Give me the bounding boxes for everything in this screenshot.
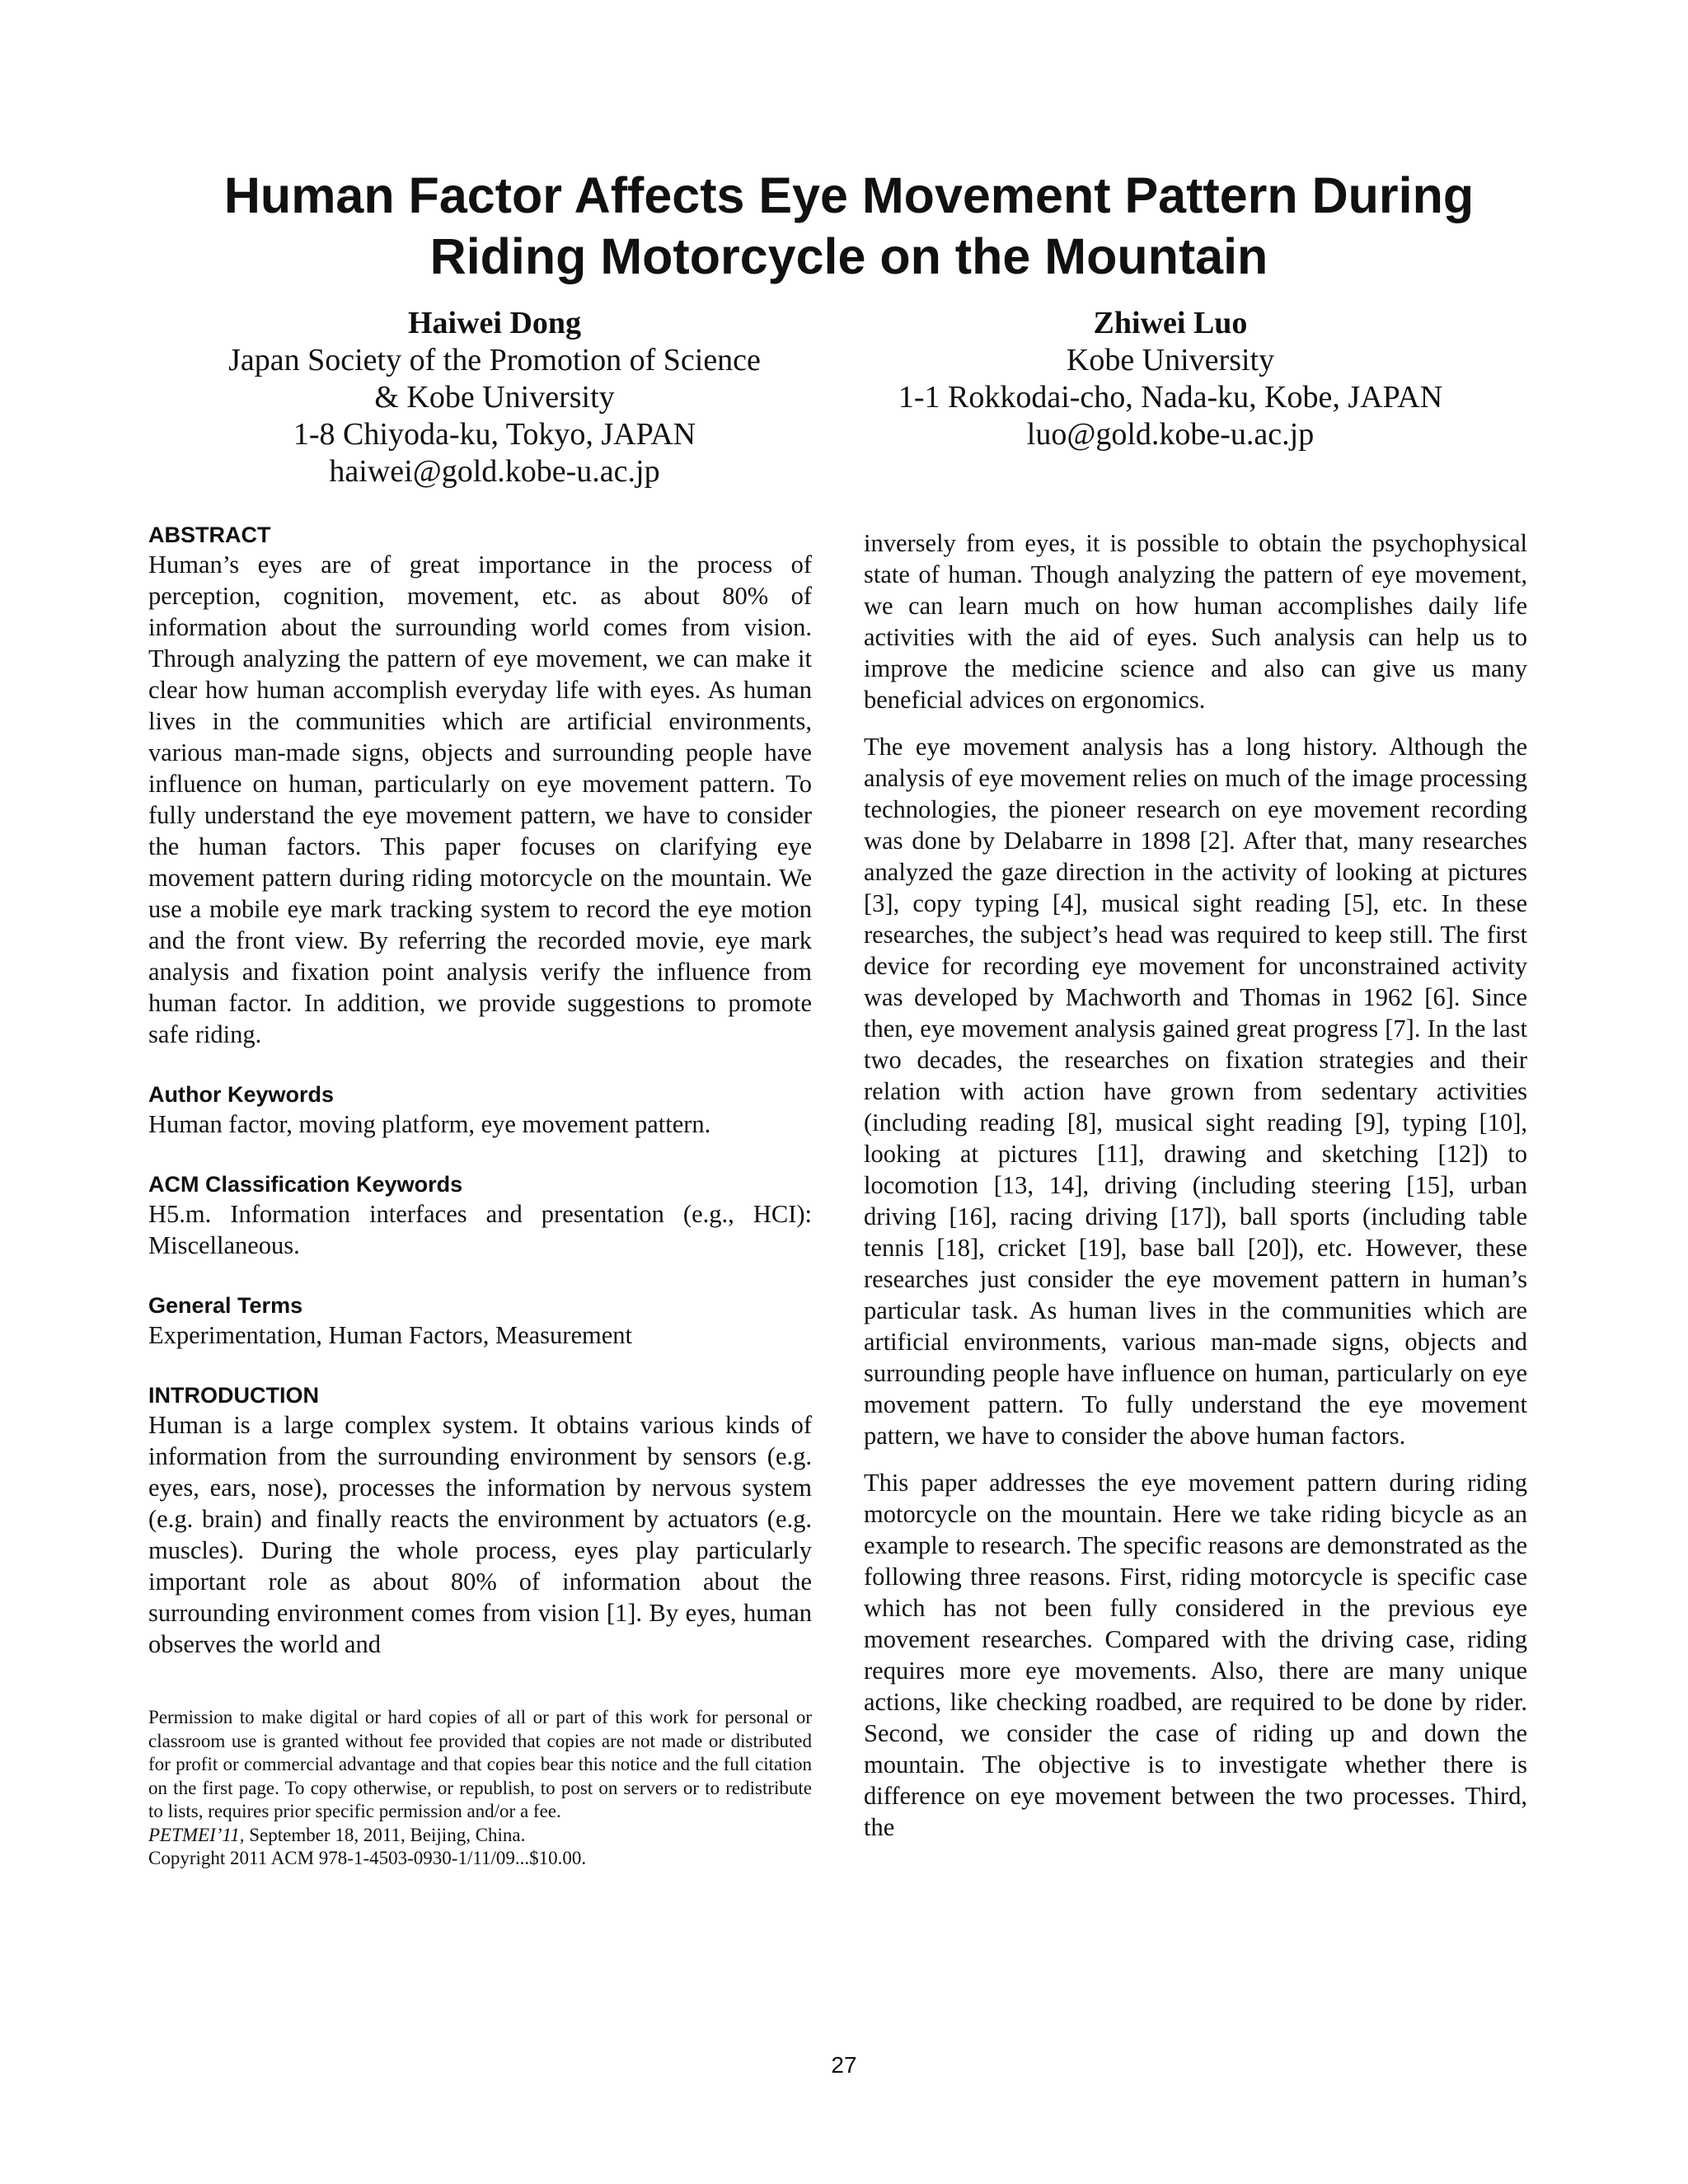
introduction-text-right-1: inversely from eyes, it is possible to obtain the psychophysical state of human. Though analyzing the pattern of eye movement, we can learn much on how human accomplishes daily life activities with the aid of eyes. Such analysis can help us to improve the medicine science and also can give us many beneficial advices on ergonomics. <box>864 529 1527 714</box>
author-affiliation: Kobe University <box>1066 343 1275 377</box>
introduction-heading: INTRODUCTION <box>148 1383 319 1408</box>
general-terms-text: Experimentation, Human Factors, Measurement <box>148 1321 632 1349</box>
title-line-2: Riding Motorcycle on the Mountain <box>429 228 1268 284</box>
conference-name: PETMEI’11, <box>148 1824 245 1845</box>
author-name: Haiwei Dong <box>407 306 582 340</box>
paper-title <box>148 165 1550 287</box>
author-affiliation: & Kobe University <box>374 380 615 415</box>
author-keywords-heading: Author Keywords <box>148 1082 335 1107</box>
copyright-notice <box>148 1706 812 1871</box>
abstract-heading: ABSTRACT <box>148 523 271 547</box>
title-line-1: Human Factor Affects Eye Movement Pattern During <box>223 167 1475 223</box>
introduction-text-right-3: This paper addresses the eye movement pattern during riding motorcycle on the mountain. Here we take riding bicycle as an example to research. The specific reasons are demonstrated as the following three reasons. First, riding motorcycle is specific case which has not been fully considered in the previous eye movement researches. Compared with the driving case, riding requires more eye movements. Also, there are many unique actions, like checking roadbed, are required to be done by rider. Second, we consider the case of riding up and down the mountain. The objective is to investigate whether there is difference on eye movement between the two processes. Third, the <box>864 1469 1527 1841</box>
conference-line <box>148 1824 812 1848</box>
introduction-text-left: Human is a large complex system. It obtains various kinds of information from the surrounding environment by sensors (e.g. eyes, ears, nose), processes the information by nervous system (e.g. brain) and finally reacts the environment by actuators (e.g. muscles). During the whole process, eyes play particularly important role as about 80% of information about the surrounding environment comes from vision [1]. By eyes, human observes the world and <box>148 1411 812 1658</box>
author-name: Zhiwei Luo <box>1093 306 1248 340</box>
author-address: 1-1 Rokkodai-cho, Nada-ku, Kobe, JAPAN <box>898 380 1443 415</box>
permission-text: Permission to make digital or hard copies of all or part of this work for personal or classroom use is granted without fee provided that copies are not made or distributed for profit or commercial advantage and that copies bear this notice and the full citation on the first page. To copy otherwise, or republish, to post on servers or to redistribute to lists, requires prior specific permission and/or a fee. <box>148 1707 812 1821</box>
acm-keywords-text: H5.m. Information interfaces and presentation (e.g., HCI): Miscellaneous. <box>148 1200 812 1259</box>
author-keywords-text: Human factor, moving platform, eye movement pattern. <box>148 1110 711 1138</box>
general-terms-heading: General Terms <box>148 1293 303 1318</box>
page-number: 27 <box>831 2052 857 2078</box>
right-column <box>864 527 1527 1843</box>
author-block-2 <box>857 305 1484 453</box>
copyright-line: Copyright 2011 ACM 978-1-4503-0930-1/11/09...$10.00. <box>148 1848 587 1868</box>
abstract-text: Human’s eyes are of great importance in the process of perception, cognition, movement, etc. as about 80% of information about the surrounding world comes from vision. Through analyzing the pattern of eye movement, we can make it clear how human accomplish everyday life with eyes. As human lives in the communities which are artificial environments, various man-made signs, objects and surrounding people have influence on human, particularly on eye movement pattern. To fully understand the eye movement pattern, we have to consider the human factors. This paper focuses on clarifying eye movement pattern during riding motorcycle on the mountain. We use a mobile eye mark tracking system to record the eye motion and the front view. By referring the recorded movie, eye mark analysis and fixation point analysis verify the influence from human factor. In addition, we provide suggestions to promote safe riding. <box>148 551 812 1048</box>
acm-keywords-heading: ACM Classification Keywords <box>148 1172 463 1197</box>
introduction-text-right-2: The eye movement analysis has a long history. Although the analysis of eye movement relies on much of the image processing technologies, the pioneer research on eye movement recording was done by Delabarre in 1898 [2]. After that, many researches analyzed the gaze direction in the activity of looking at pictures [3], copy typing [4], musical sight reading [5], etc. In these researches, the subject’s head was required to keep still. The first device for recording eye movement for unconstrained activity was developed by Machworth and Thomas in 1962 [6]. Since then, eye movement analysis gained great progress [7]. In the last two decades, the researches on fixation strategies and their relation with action have grown from sedentary activities (including reading [8], musical sight reading [9], typing [10], looking at pictures [11], drawing and sketching [12]) to locomotion [13, 14], driving (including steering [15], urban driving [16], racing driving [17]), ball sports (including table tennis [18], cricket [19], base ball [20]), etc. However, these researches just consider the eye movement pattern in human’s particular task. As human lives in the communities which are artificial environments, various man-made signs, objects and surrounding people have influence on human, particularly on eye movement pattern. To fully understand the eye movement pattern, we have to consider the above human factors. <box>864 733 1527 1450</box>
left-column <box>148 521 812 1871</box>
author-address: 1-8 Chiyoda-ku, Tokyo, JAPAN <box>293 417 696 452</box>
author-email: haiwei@gold.kobe-u.ac.jp <box>329 454 660 489</box>
author-affiliation: Japan Society of the Promotion of Science <box>228 343 761 377</box>
author-block-1 <box>181 305 808 490</box>
conference-details: September 18, 2011, Beijing, China. <box>244 1824 526 1845</box>
author-email: luo@gold.kobe-u.ac.jp <box>1026 417 1315 452</box>
